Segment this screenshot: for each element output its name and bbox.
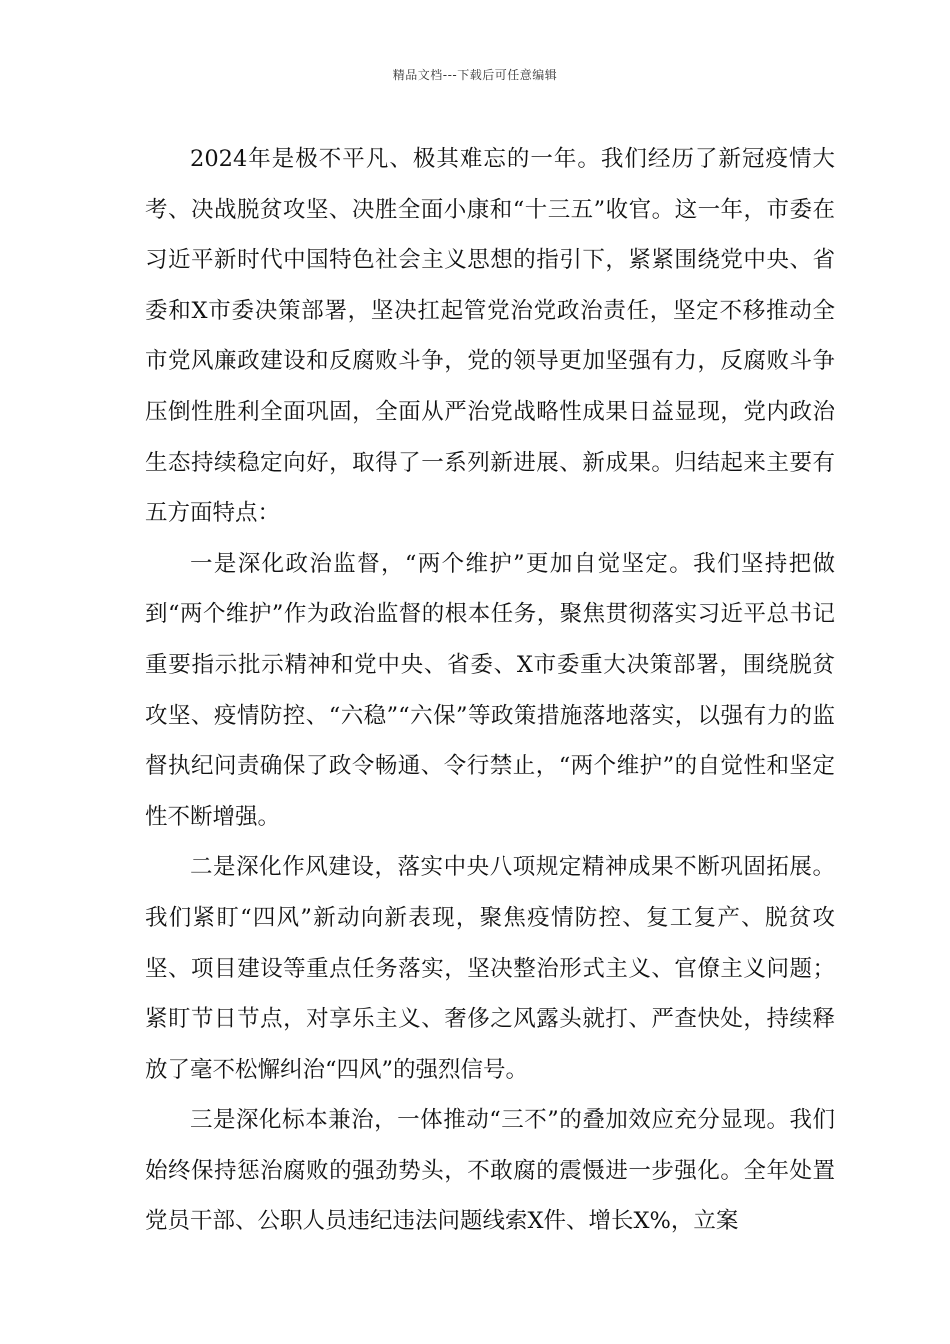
paragraph-root-and-branch: 三是深化标本兼治，一体推动“三不”的叠加效应充分显现。我们始终保持惩治腐败的强劲势头，不敢腐的震慑进一步强化。全年处置党员干部、公职人员违纪违法问题线索X件、增长X%，立案 xyxy=(145,1107,835,1235)
paragraph-work-style: 二是深化作风建设，落实中央八项规定精神成果不断巩固拓展。我们紧盯“四风”新动向新表现，聚焦疫情防控、复工复产、脱贫攻坚、项目建设等重点任务落实，坚决整治形式主义、官僚主义问题；紧盯节日节点，对享乐主义、奢侈之风露头就打、严查快处，持续释放了毫不松懈纠治“四风”的强烈信号。 xyxy=(145,854,835,1083)
page-header: 精品文档---下载后可任意编辑 xyxy=(392,68,558,82)
document-body xyxy=(145,134,835,1247)
paragraph-intro: 2024年是极不平凡、极其难忘的一年。我们经历了新冠疫情大考、决战脱贫攻坚、决胜全面小康和“十三五”收官。这一年，市委在习近平新时代中国特色社会主义思想的指引下，紧紧围绕党中央、省委和X市委决策部署，坚决扛起管党治党政治责任，坚定不移推动全市党风廉政建设和反腐败斗争，党的领导更加坚强有力，反腐败斗争压倒性胜利全面巩固，全面从严治党战略性成果日益显现，党内政治生态持续稳定向好，取得了一系列新进展、新成果。归结起来主要有五方面特点： xyxy=(145,146,835,527)
paragraph-political-supervision: 一是深化政治监督，“两个维护”更加自觉坚定。我们坚持把做到“两个维护”作为政治监督的根本任务，聚焦贯彻落实习近平总书记重要指示批示精神和党中央、省委、X市委重大决策部署，围绕脱贫攻坚、疫情防控、“六稳”“六保”等政策措施落地落实，以强有力的监督执纪问责确保了政令畅通、令行禁止，“两个维护”的自觉性和坚定性不断增强。 xyxy=(145,550,835,830)
